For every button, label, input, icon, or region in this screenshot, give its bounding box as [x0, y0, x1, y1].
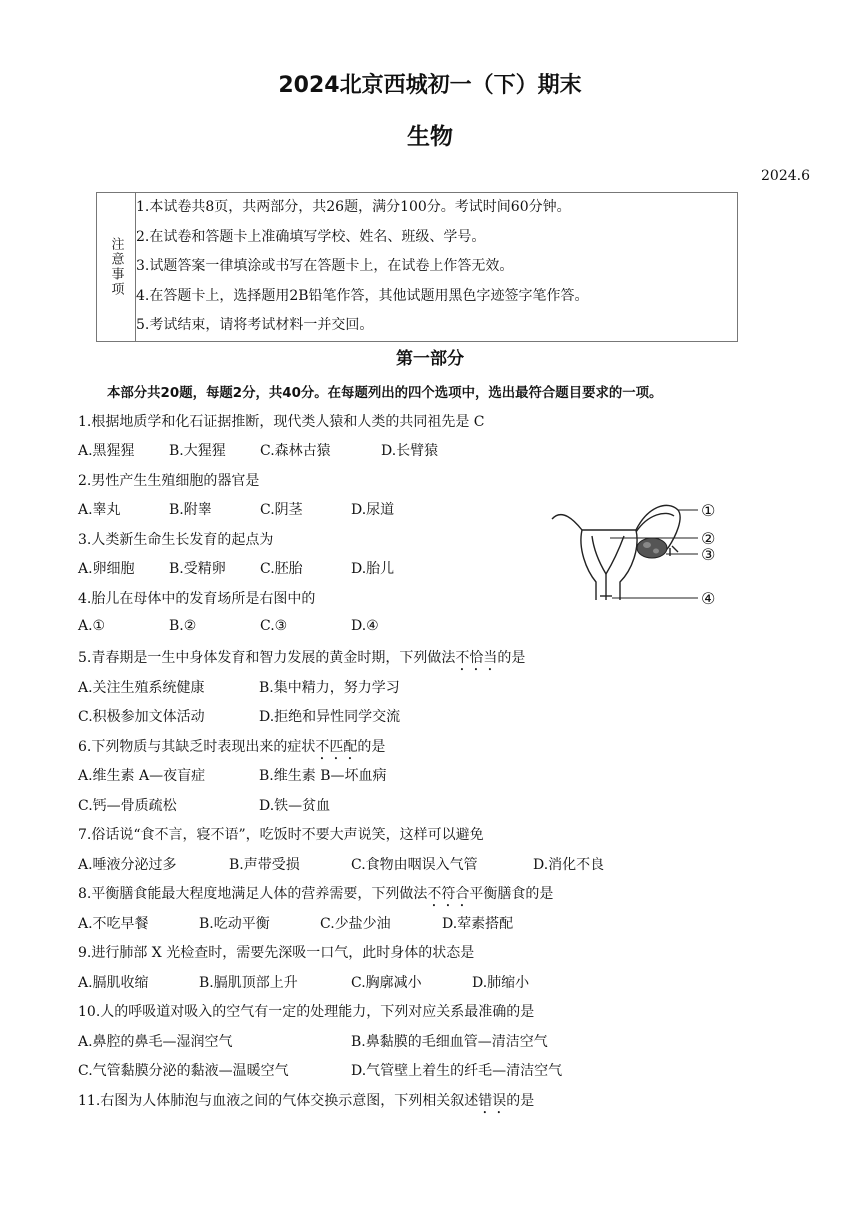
option: A.唾液分泌过多 — [78, 857, 177, 873]
part-instruction: 本部分共20题，每题2分，共40分。在每题列出的四个选项中，选出最符合题目要求的一项。 — [107, 386, 663, 401]
option: D.肺缩小 — [472, 975, 530, 991]
notice-label: 注意事项 — [97, 193, 136, 341]
option: D.④ — [351, 618, 379, 634]
question-stem: 4.胎儿在母体中的发育场所是右图中的 — [78, 591, 316, 607]
option: A.不吃早餐 — [78, 916, 149, 932]
option: C.积极参加文体活动 — [78, 709, 205, 725]
question-stem: 8.平衡膳食能最大程度地满足人体的营养需要，下列做法不符合平衡膳食的是 — [78, 886, 554, 902]
subject-title: 生物 — [407, 124, 453, 150]
option: C.森林古猿 — [260, 443, 331, 459]
question-stem: 9.进行肺部 X 光检查时，需要先深吸一口气，此时身体的状态是 — [78, 945, 475, 961]
option: B.声带受损 — [229, 857, 300, 873]
option: C.阴茎 — [260, 502, 303, 518]
uterus-cavity — [592, 536, 624, 574]
emphasis-text: 不匹配 — [315, 739, 358, 755]
question-stem: 1.根据地质学和化石证据推断，现代类人猿和人类的共同祖先是 C — [78, 414, 485, 430]
question-stem: 5.青春期是一生中身体发育和智力发展的黄金时期，下列做法不恰当的是 — [78, 650, 526, 666]
option: A.卵细胞 — [78, 561, 135, 577]
reproductive-system-diagram — [548, 496, 728, 612]
option: A.睾丸 — [78, 502, 121, 518]
option: B.维生素 B—坏血病 — [259, 768, 387, 784]
notice-box — [96, 192, 738, 342]
option: C.钙—骨质疏松 — [78, 798, 177, 814]
option: D.荤素搭配 — [442, 916, 514, 932]
option: A.① — [78, 618, 106, 634]
question-stem: 2.男性产生生殖细胞的器官是 — [78, 473, 260, 489]
option: D.铁—贫血 — [259, 798, 331, 814]
option: B.集中精力，努力学习 — [259, 680, 400, 696]
part-title: 第一部分 — [396, 349, 464, 369]
question-stem: 3.人类新生命生长发育的起点为 — [78, 532, 274, 548]
question-stem: 7.俗话说“食不言，寝不语”，吃饭时不要大声说笑，这样可以避免 — [78, 827, 484, 843]
notice-item: 4.在答题卡上，选择题用2B铅笔作答，其他试题用黑色字迹签字笔作答。 — [136, 287, 589, 304]
option: A.关注生殖系统健康 — [78, 680, 205, 696]
option: B.大猩猩 — [169, 443, 226, 459]
option: D.拒绝和异性同学交流 — [259, 709, 401, 725]
option: D.消化不良 — [533, 857, 605, 873]
option: C.③ — [260, 618, 288, 634]
option: D.胎儿 — [351, 561, 395, 577]
ovary — [637, 538, 667, 558]
option: C.胸廓减小 — [351, 975, 422, 991]
label-3: ③ — [701, 545, 716, 564]
option: C.食物由咽误入气管 — [351, 857, 478, 873]
notice-item: 1.本试卷共8页，共两部分，共26题，满分100分。考试时间60分钟。 — [136, 199, 571, 215]
option: C.胚胎 — [260, 561, 303, 577]
option: B.鼻黏膜的毛细血管—清洁空气 — [351, 1034, 548, 1050]
option: C.气管黏膜分泌的黏液—温暖空气 — [78, 1063, 289, 1079]
option: D.长臂猿 — [381, 443, 439, 459]
label-2: ② — [701, 529, 716, 548]
question-stem: 11.右图为人体肺泡与血液之间的气体交换示意图，下列相关叙述错误的是 — [78, 1093, 535, 1109]
option: A.维生素 A—夜盲症 — [78, 768, 206, 784]
uterus-outline-left — [581, 530, 596, 600]
exam-date: 2024.6 — [761, 168, 810, 184]
option: A.黑猩猩 — [78, 443, 135, 459]
question-stem: 6.下列物质与其缺乏时表现出来的症状不匹配的是 — [78, 739, 386, 755]
notice-item: 3.试题答案一律填涂或书写在答题卡上，在试卷上作答无效。 — [136, 258, 514, 274]
question-stem: 10.人的呼吸道对吸入的空气有一定的处理能力，下列对应关系最准确的是 — [78, 1004, 535, 1020]
option: B.吃动平衡 — [199, 916, 270, 932]
emphasis-text: 不恰当 — [455, 650, 498, 666]
label-1: ① — [701, 501, 716, 520]
option: B.② — [169, 618, 197, 634]
option: D.气管壁上着生的纤毛—清洁空气 — [351, 1063, 563, 1079]
emphasis-text: 不符合 — [427, 886, 470, 902]
emphasis-text: 错误 — [478, 1093, 507, 1109]
option: A.膈肌收缩 — [78, 975, 149, 991]
notice-item: 2.在试卷和答题卡上准确填写学校、姓名、班级、学号。 — [136, 228, 486, 245]
exam-title: 2024北京西城初一（下）期末 — [278, 73, 582, 98]
option: B.膈肌顶部上升 — [199, 975, 298, 991]
option: C.少盐少油 — [320, 916, 391, 932]
option: B.附睾 — [169, 502, 212, 518]
option: B.受精卵 — [169, 561, 226, 577]
option: D.尿道 — [351, 502, 395, 518]
label-4: ④ — [701, 589, 716, 608]
notice-items — [136, 193, 737, 341]
notice-item: 5.考试结束，请将考试材料一并交回。 — [136, 317, 374, 333]
option: A.鼻腔的鼻毛—湿润空气 — [78, 1034, 233, 1050]
oviduct-left — [552, 515, 582, 530]
